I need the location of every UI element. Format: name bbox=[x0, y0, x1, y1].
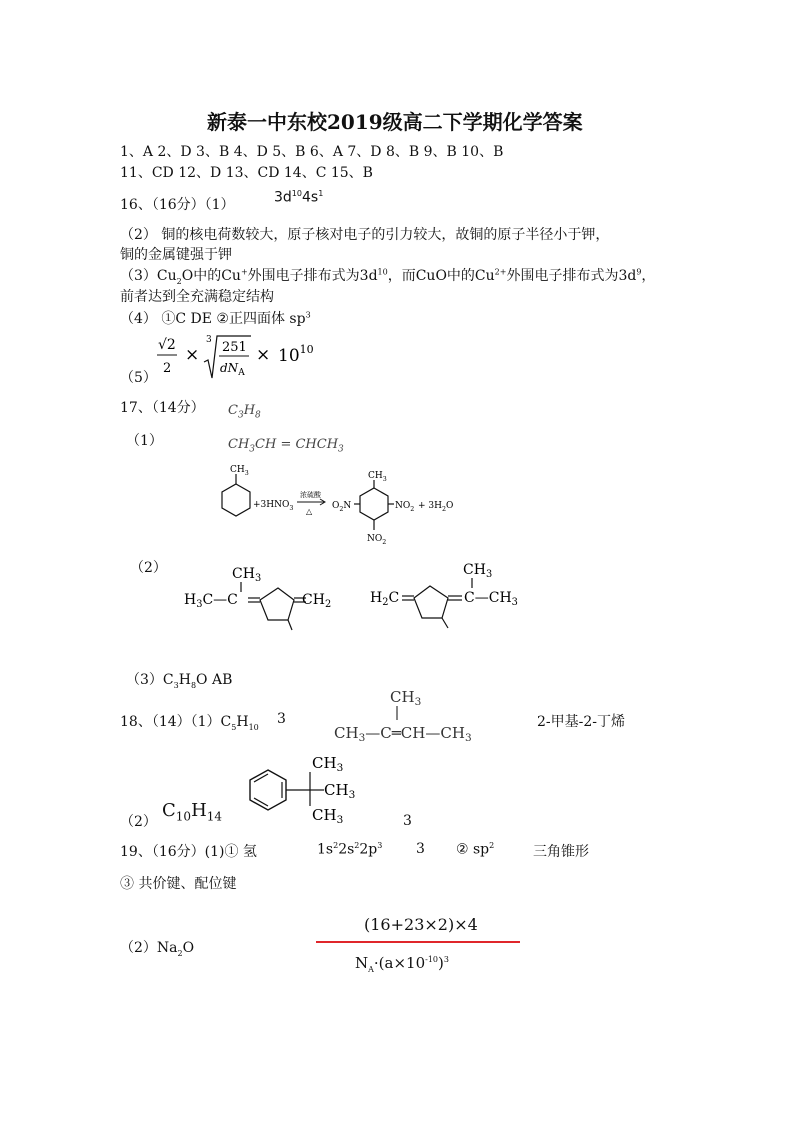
product: + $3H_2O$ bbox=[418, 501, 454, 513]
q16-answer3-line1 bbox=[120, 265, 655, 286]
sup: 2 bbox=[489, 841, 495, 850]
group-label: $CH_2$ bbox=[302, 592, 332, 610]
nitro-label: $NO_2$ bbox=[395, 501, 415, 513]
text: （3）Cu bbox=[120, 268, 177, 284]
methyl-label: $CH_3$ bbox=[368, 471, 387, 483]
sub: 3 bbox=[173, 680, 179, 690]
q19-hybridization bbox=[456, 841, 494, 858]
double-bond bbox=[254, 798, 268, 806]
text: （3）C bbox=[126, 672, 174, 688]
text: （4） ①C DE ②正四面体 sp bbox=[120, 311, 306, 327]
q19-count: 3 bbox=[416, 841, 425, 857]
text: H bbox=[191, 800, 207, 821]
sub: 14 bbox=[206, 809, 223, 824]
q18-isomer-count2: 3 bbox=[403, 813, 412, 829]
text: ② sp bbox=[456, 841, 490, 858]
q19-part2-label bbox=[120, 937, 194, 958]
nitro-label: $NO_2$ bbox=[367, 534, 387, 546]
group-label: $C—CH_3$ bbox=[464, 590, 518, 608]
methyl-bond bbox=[442, 618, 448, 628]
methyl-label: $CH_3$ bbox=[463, 562, 493, 580]
q17-structure1 bbox=[180, 560, 350, 640]
q19-electron-config bbox=[317, 841, 382, 858]
q18-part2-label: （2） bbox=[120, 814, 157, 830]
text: 2p bbox=[359, 841, 378, 858]
mc-answers-line2: 11、CD 12、D 13、CD 14、C 15、B bbox=[120, 165, 373, 181]
q19-shape: 三角锥形 bbox=[533, 844, 589, 860]
double-bond bbox=[254, 774, 268, 782]
methyl-label: $CH_3$ bbox=[390, 688, 422, 708]
q16-density-formula bbox=[155, 330, 325, 384]
nitration-reaction bbox=[220, 462, 470, 552]
sup: 2+ bbox=[494, 267, 507, 277]
q19-bonds: ③ 共价键、配位键 bbox=[120, 876, 237, 892]
text: O bbox=[182, 940, 195, 956]
fraction-line bbox=[316, 941, 520, 943]
sup: 3 bbox=[305, 310, 311, 320]
q16-electron-config bbox=[274, 189, 323, 206]
q16-heading: 16、（16分）（1） bbox=[120, 197, 235, 213]
sub: 10 bbox=[248, 722, 259, 732]
methyl-label: $CH_3$ bbox=[324, 781, 356, 801]
heat-symbol: △ bbox=[306, 507, 313, 516]
q17-formula2: $CH_3CH$ = $CHCH_3$ bbox=[228, 437, 344, 455]
page-title: 新泰一中东校2019级高二下学期化学答案 bbox=[207, 110, 583, 134]
methyl-label: $CH_3$ bbox=[312, 806, 344, 826]
benzene-ring bbox=[250, 770, 286, 810]
text: H bbox=[178, 672, 191, 688]
cyclopentane-ring bbox=[414, 586, 448, 618]
q18-isomer-count: 3 bbox=[277, 711, 286, 727]
sup: 9 bbox=[636, 267, 642, 277]
times-sign: × bbox=[256, 345, 271, 365]
methyl-label: $CH_3$ bbox=[232, 566, 262, 584]
sup: 3 bbox=[443, 955, 449, 964]
config-sup: 1 bbox=[318, 189, 324, 198]
sqrt2: √2 bbox=[158, 337, 176, 353]
sub: 5 bbox=[231, 722, 237, 732]
group-label: $H_3C—C$ bbox=[184, 592, 238, 610]
sup: 2 bbox=[333, 841, 339, 850]
benzene-ring bbox=[360, 488, 388, 520]
text: 外围电子排布式为3d bbox=[506, 268, 637, 284]
config-part: 3d bbox=[274, 189, 292, 206]
text: ) bbox=[438, 954, 444, 972]
q17-part2-label: （2） bbox=[130, 560, 167, 576]
power: $10^{10}$ bbox=[278, 343, 314, 366]
sup: -10 bbox=[425, 955, 439, 964]
sup: 10 bbox=[377, 267, 388, 277]
text: N bbox=[355, 954, 369, 972]
q19-fraction-numerator: (16+23×2)×4 bbox=[364, 915, 478, 934]
q18-formula bbox=[162, 800, 222, 824]
nitro-label: $O_2N$ bbox=[332, 501, 352, 513]
sup: 3 bbox=[377, 841, 383, 850]
methyl-bond bbox=[288, 620, 292, 630]
numerator: 251 bbox=[222, 340, 247, 355]
q19-heading: 19、（16分）(1)① 氢 bbox=[120, 844, 257, 860]
text: H bbox=[236, 714, 249, 730]
text: 2s bbox=[338, 841, 355, 858]
q19-fraction-denominator bbox=[355, 954, 449, 974]
q18-tert-butylbenzene bbox=[240, 750, 380, 830]
text: C bbox=[162, 800, 176, 821]
q18-heading bbox=[120, 711, 259, 732]
sub: 8 bbox=[190, 680, 197, 690]
text: ·(a×10 bbox=[373, 954, 426, 972]
config-part: 4s bbox=[301, 189, 319, 206]
q16-answer2-line1: （2） 铜的核电荷数较大，原子核对电子的引力较大，故铜的原子半径小于钾， bbox=[120, 227, 610, 243]
q18-alkene-structure bbox=[332, 686, 512, 746]
sup: 2 bbox=[354, 841, 360, 850]
text: ，而CuO中的Cu bbox=[387, 268, 495, 284]
mc-answers-line1: 1、A 2、D 3、B 4、D 5、B 6、A 7、D 8、B 9、B 10、B bbox=[120, 144, 504, 160]
text: 18、（14）（1）C bbox=[120, 714, 232, 730]
q17-heading: 17、（14分） bbox=[120, 400, 205, 416]
denominator: $dN_A$ bbox=[220, 361, 245, 378]
config-sup: 10 bbox=[291, 189, 302, 198]
sup: + bbox=[240, 267, 248, 277]
cyclopentane-ring bbox=[260, 588, 294, 620]
methyl-label: $CH_3$ bbox=[312, 754, 344, 774]
q16-answer4 bbox=[120, 308, 311, 328]
text: ， bbox=[641, 268, 656, 284]
text: 1s bbox=[317, 841, 334, 858]
denominator: 2 bbox=[163, 361, 172, 376]
sub: 2 bbox=[177, 948, 183, 958]
sub: 2 bbox=[176, 276, 182, 286]
group-label: $H_2C$ bbox=[370, 590, 400, 608]
sub: 10 bbox=[175, 809, 192, 824]
methyl-label: $CH_3$ bbox=[230, 465, 249, 477]
text: O AB bbox=[196, 672, 233, 688]
q18-compound-name: 2-甲基-2-丁烯 bbox=[537, 714, 626, 730]
chain-label: $CH_3—C═CH—CH_3$ bbox=[334, 724, 472, 744]
text: 外围电子排布式为3d bbox=[247, 268, 378, 284]
q16-answer5-label: （5） bbox=[120, 370, 157, 386]
q17-part1-label: （1） bbox=[126, 433, 163, 449]
times-sign: × bbox=[185, 345, 200, 365]
q16-answer3-line2: 前者达到全充满稳定结构 bbox=[120, 289, 274, 305]
reagent: $+3HNO_3$ bbox=[253, 500, 294, 512]
q17-part3 bbox=[126, 669, 232, 690]
q17-structure2 bbox=[368, 558, 538, 638]
text: （2）Na bbox=[120, 940, 178, 956]
root-index: 3 bbox=[206, 335, 212, 345]
q16-answer2-line2: 铜的金属键强于钾 bbox=[120, 247, 232, 263]
text: O中的Cu bbox=[181, 268, 241, 284]
q17-formula1: $C_3H_8$ bbox=[228, 403, 261, 421]
benzene-ring bbox=[222, 484, 250, 516]
condition: 浓硫酸 bbox=[300, 491, 321, 499]
sub: A bbox=[368, 965, 374, 974]
